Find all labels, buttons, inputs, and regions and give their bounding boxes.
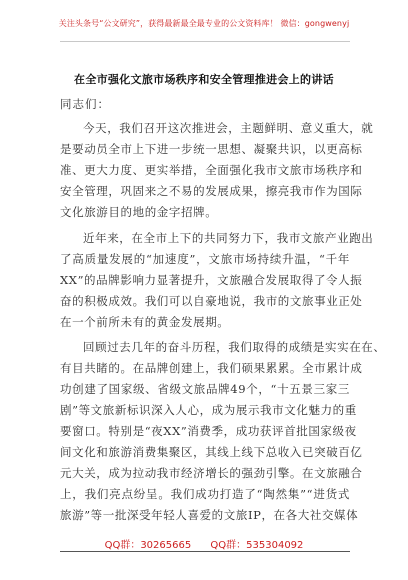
body-line: 文化旅游目的地的金字招牌。: [60, 205, 218, 219]
footer-qq-group-2: QQ群：535304092: [210, 540, 304, 551]
body-line: 间文化和旅游消费集聚区，其线上线下总收入已突破百亿: [60, 445, 363, 459]
body-line: 有目共睹的。在品牌创建上，我们硕果累累。全市累计成: [60, 361, 363, 375]
body-line: 近年来，在全市上下的共同努力下，我市文旅产业跑出: [83, 231, 374, 245]
body-line: XX”的品牌影响力显著提升，文旅融合发展取得了令人振: [60, 273, 363, 287]
body-line: 旅游”等一批深受年轻人喜爱的文旅IP，在各大社交媒体: [60, 508, 359, 522]
body-line: 要窗口。特别是“夜XX”消费季，成功获评首批国家级夜: [60, 424, 357, 438]
body-line: 是要动员全市上下进一步统一思想、凝聚共识，以更高标: [60, 142, 363, 156]
footer-divider: [60, 551, 350, 552]
body-line: 上，我们亮点纷呈。我们成功打造了“陶然集”“进货式: [60, 487, 350, 501]
body-line: 剧”等文旅新标识深入人心，成为展示我市文化魅力的重: [60, 403, 357, 417]
footer-qq-group-1: QQ群：30265665: [104, 540, 192, 551]
body-line: 回顾过去几年的奋斗历程，我们取得的成绩是实实在在、: [83, 340, 386, 354]
body-line: 了高质量发展的“加速度”，文旅市场持续升温，“千年: [60, 252, 350, 266]
salutation: 同志们：: [60, 97, 110, 111]
page-header-note: 关注头条号“公文研究”，获得最新最全最专业的公文资料库！ 微信：gongwenyj: [58, 19, 350, 28]
page-footer: [0, 536, 408, 551]
body-line: 安全管理，巩固来之不易的发展成果，擦亮我市作为国际: [60, 184, 363, 198]
body-line: 奋的积极成效。我们可以自豪地说，我市的文旅事业正处: [60, 294, 363, 308]
body-line: 元大关，成为拉动我市经济增长的强劲引擎。在文旅融合: [60, 466, 363, 480]
header-divider: [60, 41, 350, 42]
document-title: 在全市强化文旅市场秩序和安全管理推进会上的讲话: [74, 73, 334, 86]
body-line: 在一个前所未有的黄金发展期。: [60, 315, 230, 329]
body-line: 功创建了国家级、省级文旅品牌49个，“十五景三家三: [60, 382, 350, 396]
body-line: 今天，我们召开这次推进会，主题鲜明、意义重大，就: [83, 121, 374, 135]
body-line: 准、更大力度、更实举措，全面强化我市文旅市场秩序和: [60, 163, 363, 177]
